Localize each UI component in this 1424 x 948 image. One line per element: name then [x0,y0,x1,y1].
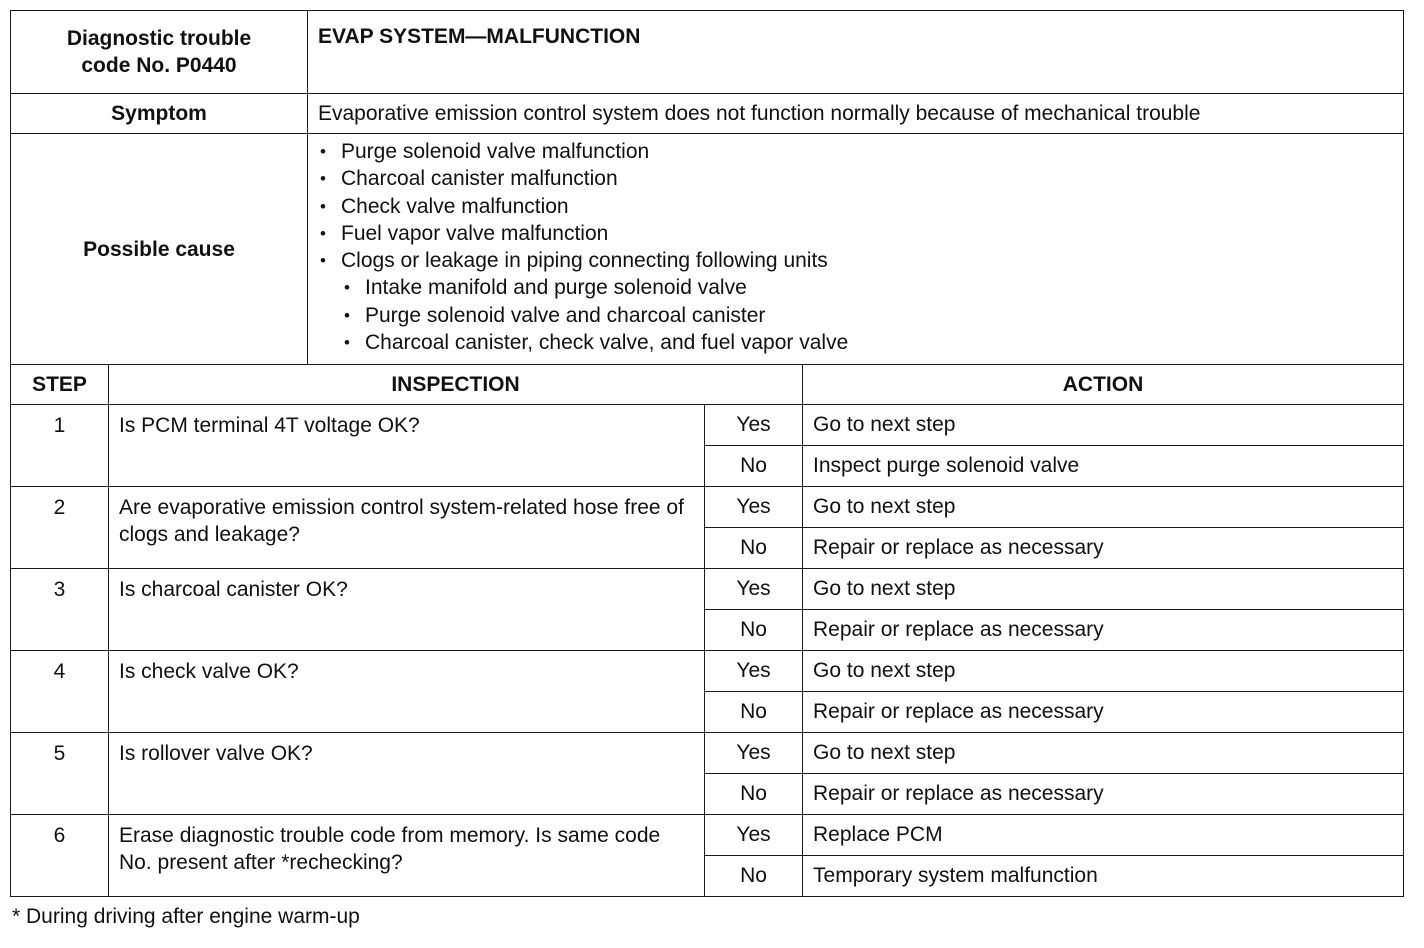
possible-cause-label: Possible cause [11,134,308,365]
step-number: 3 [11,568,109,650]
action-if-no: Inspect purge solenoid valve [803,445,1404,486]
inspection-question: Is PCM terminal 4T voltage OK? [109,404,705,486]
column-header-step: STEP [11,364,109,404]
action-if-no: Repair or replace as necessary [803,773,1404,814]
cause-item: • Charcoal canister malfunction [318,165,1393,192]
possible-cause-list [308,134,1404,365]
sub-cause-item: • Intake manifold and purge solenoid valve [342,274,1393,301]
cause-item: • Check valve malfunction [318,193,1393,220]
action-if-yes: Replace PCM [803,814,1404,855]
inspection-question: Is check valve OK? [109,650,705,732]
step-row [11,486,1404,527]
inspection-question: Is rollover valve OK? [109,732,705,814]
answer-no: No [705,773,803,814]
step-number: 6 [11,814,109,896]
inspection-steps-table [10,364,1404,897]
sub-cause-item: • Charcoal canister, check valve, and fuel vapor valve [342,329,1393,356]
answer-yes: Yes [705,404,803,445]
diagnostic-procedure-sheet [10,10,1404,929]
dtc-header-table [10,10,1404,365]
footnote: * During driving after engine warm-up [12,904,360,928]
answer-no: No [705,609,803,650]
column-header-action: ACTION [803,364,1404,404]
step-row [11,732,1404,773]
step-row [11,650,1404,691]
symptom-text: Evaporative emission control system does not function normally because of mechanical trouble [308,94,1404,134]
column-header-inspection: INSPECTION [109,364,803,404]
sub-cause-item: • Purge solenoid valve and charcoal canister [342,302,1393,329]
answer-yes: Yes [705,732,803,773]
answer-yes: Yes [705,814,803,855]
cause-item: • Clogs or leakage in piping connecting following units [318,247,1393,274]
answer-no: No [705,527,803,568]
answer-yes: Yes [705,650,803,691]
inspection-question: Erase diagnostic trouble code from memory. Is same code No. present after *rechecking? [109,814,705,896]
action-if-yes: Go to next step [803,650,1404,691]
cause-item: • Purge solenoid valve malfunction [318,138,1393,165]
action-if-yes: Go to next step [803,404,1404,445]
answer-yes: Yes [705,486,803,527]
step-number: 1 [11,404,109,486]
step-row [11,568,1404,609]
page-title: EVAP SYSTEM—MALFUNCTION [308,11,1404,94]
inspection-question: Is charcoal canister OK? [109,568,705,650]
step-row [11,814,1404,855]
action-if-no: Temporary system malfunction [803,855,1404,896]
cause-item: • Fuel vapor valve malfunction [318,220,1393,247]
answer-no: No [705,445,803,486]
symptom-label: Symptom [11,94,308,134]
step-number: 2 [11,486,109,568]
inspection-question: Are evaporative emission control system-related hose free of clogs and leakage? [109,486,705,568]
answer-no: No [705,691,803,732]
action-if-yes: Go to next step [803,568,1404,609]
action-if-no: Repair or replace as necessary [803,691,1404,732]
step-row [11,404,1404,445]
action-if-yes: Go to next step [803,732,1404,773]
answer-no: No [705,855,803,896]
action-if-yes: Go to next step [803,486,1404,527]
step-number: 4 [11,650,109,732]
answer-yes: Yes [705,568,803,609]
action-if-no: Repair or replace as necessary [803,609,1404,650]
action-if-no: Repair or replace as necessary [803,527,1404,568]
step-number: 5 [11,732,109,814]
dtc-label: Diagnostic trouble code No. P0440 [11,11,308,94]
